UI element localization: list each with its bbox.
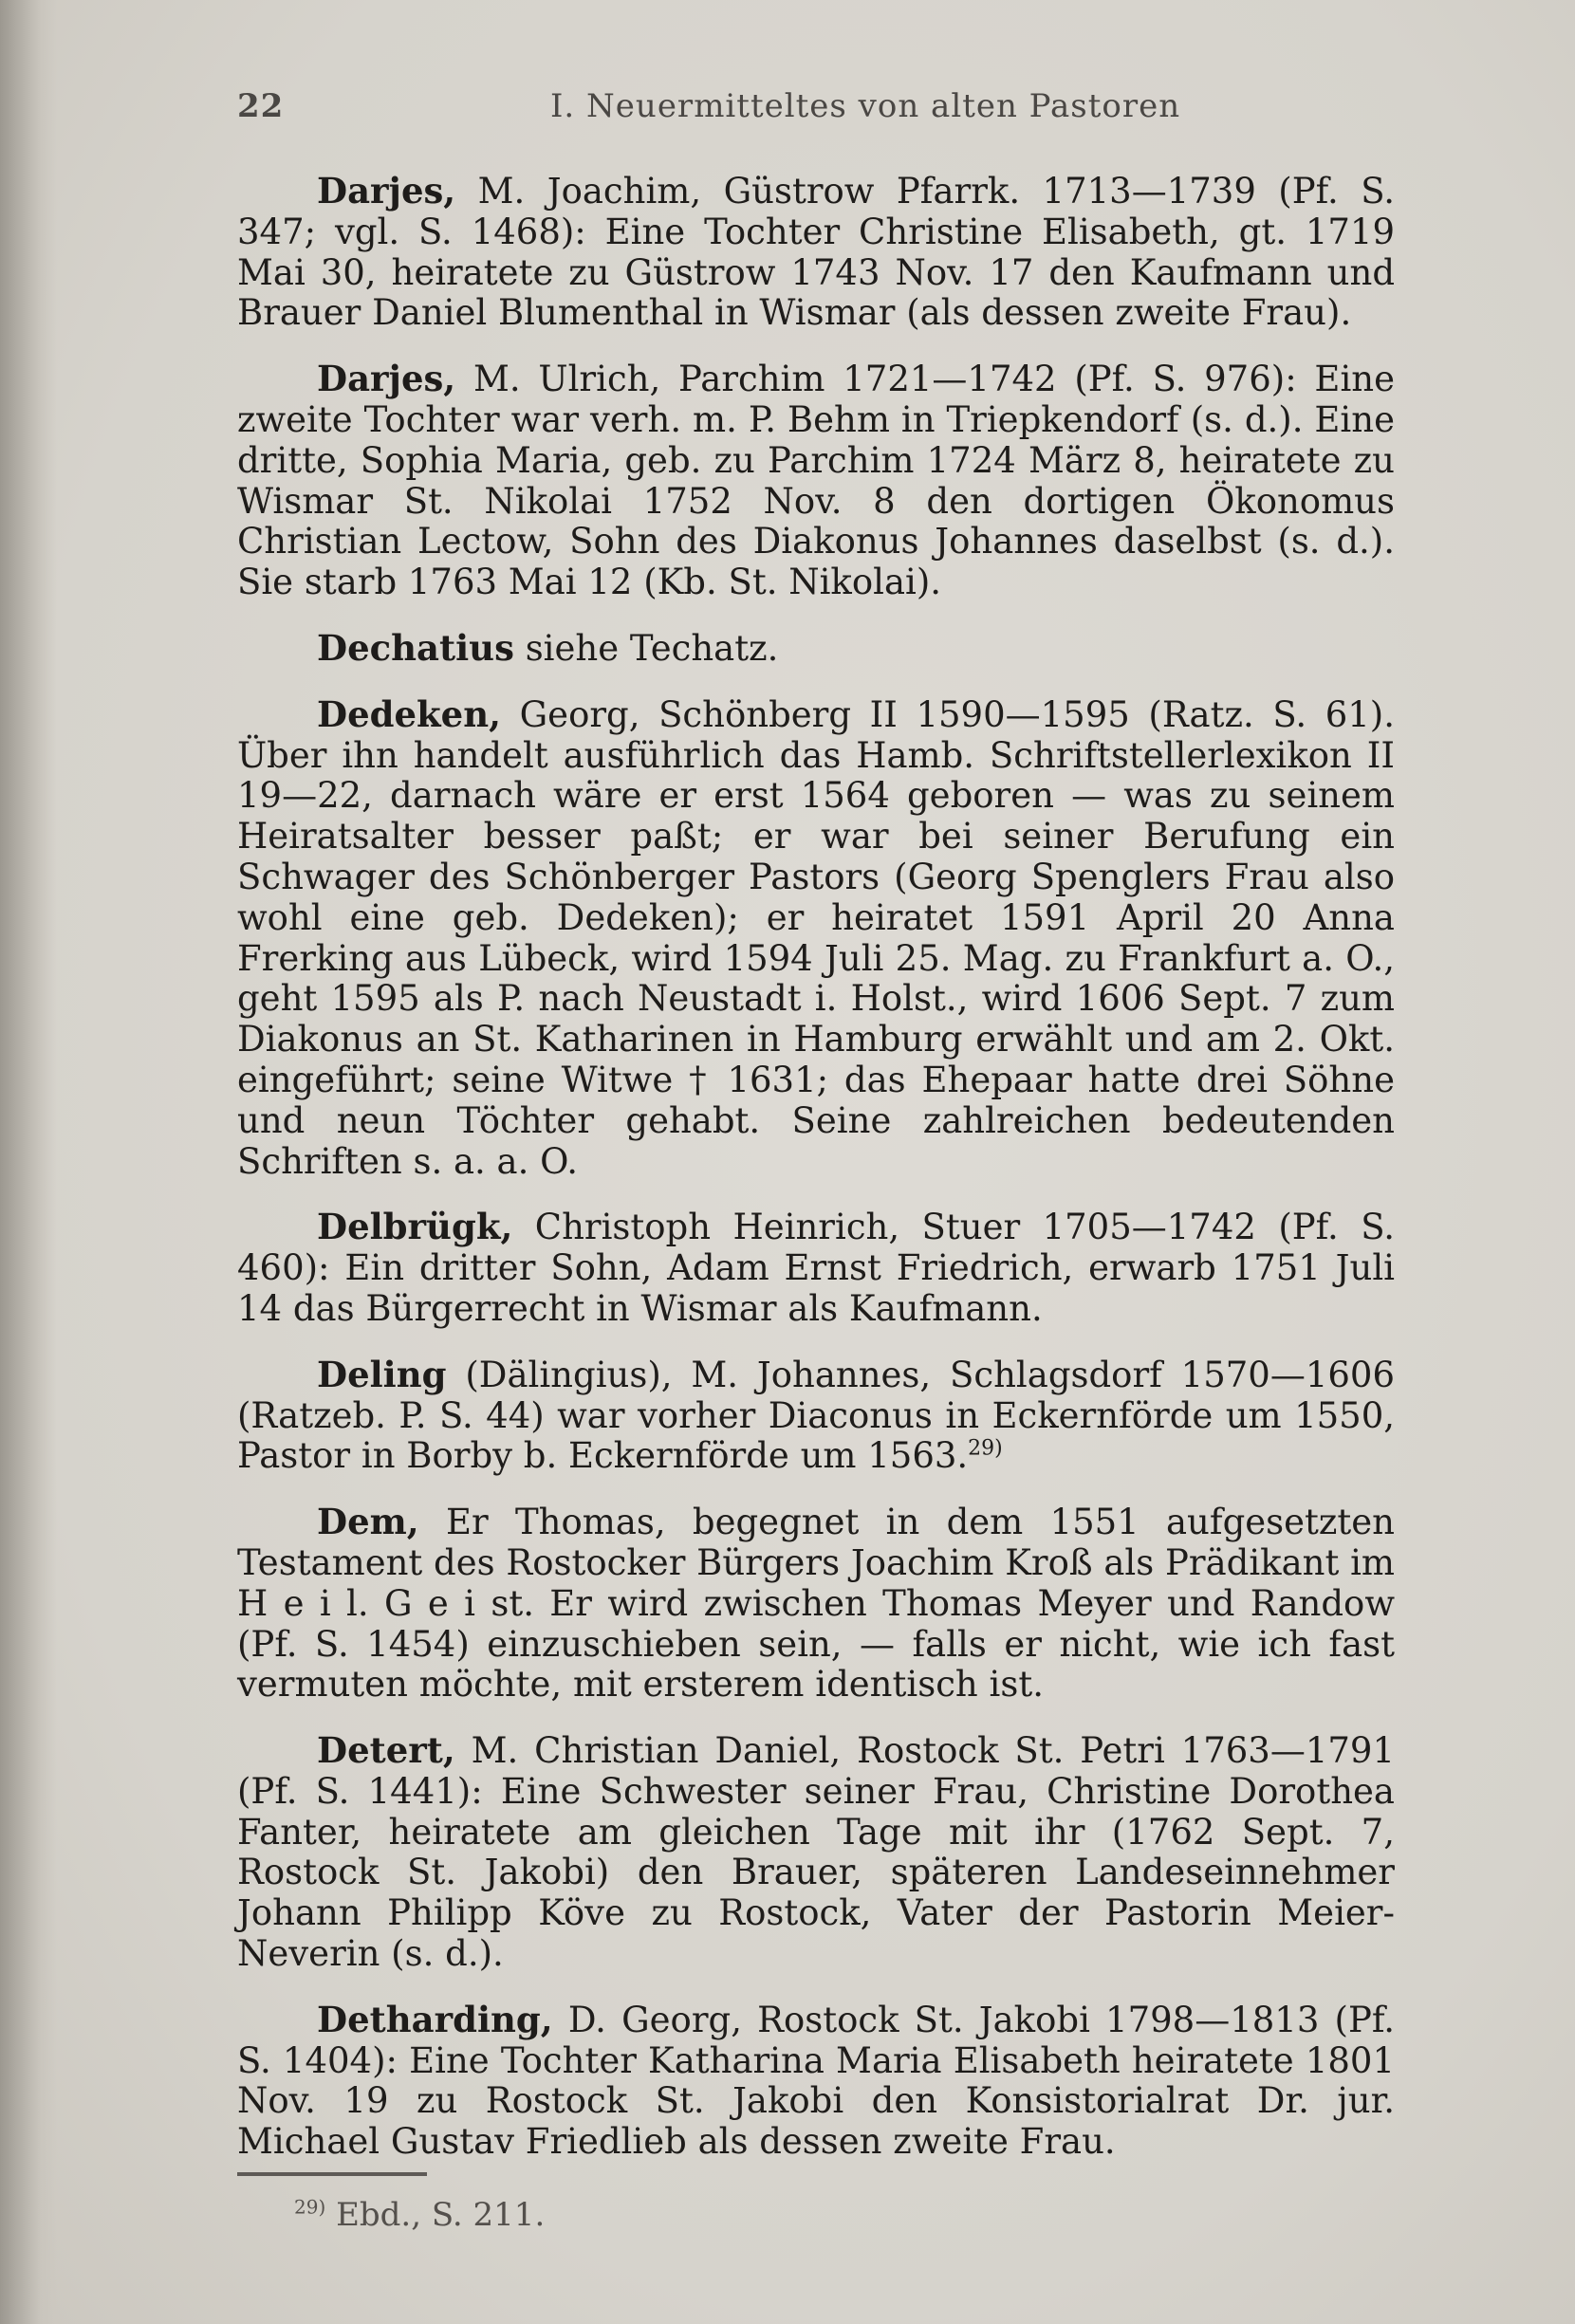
entry-name: Dem, — [317, 1501, 419, 1543]
entry-name: Dedeken, — [317, 692, 501, 735]
running-title: I. Neuermitteltes von alten Pastoren — [550, 87, 1181, 125]
footnote-text: Ebd., S. 211. — [336, 2196, 546, 2234]
footnote-mark: 29) — [294, 2195, 326, 2219]
book-spine-shadow — [0, 0, 57, 2324]
entry-delbruegk — [237, 1207, 1395, 1329]
entry-dechatius — [237, 628, 1395, 670]
footnote — [294, 2196, 545, 2234]
entry-dem — [237, 1502, 1395, 1706]
entry-detharding — [237, 2000, 1395, 2163]
entry-list — [237, 171, 1395, 2187]
entry-text: Georg, Schönberg II 1590—1595 (Ratz. S. 61). Über ihn handelt ausführlich das Hamb. Schriftstellerlexikon II 19—22, darnach wäre er erst 1564 geboren — was zu seinem Heiratsalter besser paßt; er war bei seiner Berufung ein Schwager des Schönberger Pastors (Georg Spenglers Frau also wohl eine geb. Dedeken); er heiratet 1591 April 20 Anna Frerking aus Lübeck, wird 1594 Juli 25. Mag. zu Frankfurt a. O., geht 1595 als P. nach Neustadt i. Holst., wird 1606 Sept. 7 zum Diakonus an St. Katharinen in Hamburg erwählt und am 2. Okt. eingeführt; seine Witwe † 1631; das Ehepaar hatte drei Söhne und neun Töchter gehabt. Seine zahlreichen bedeutenden Schriften s. a. a. O. — [237, 693, 1395, 1182]
page-number: 22 — [237, 87, 285, 125]
entry-name: Deling — [317, 1353, 447, 1395]
running-header — [237, 87, 1376, 135]
entry-text: (Dälingius), M. Johannes, Schlagsdorf 1570—1606 (Ratzeb. P. S. 44) war vorher Diaconus in Eckernförde um 1550, Pastor in Borby b. Eckernförde um 1563. — [237, 1354, 1395, 1477]
entry-text: M. Ulrich, Parchim 1721—1742 (Pf. S. 976): Eine zweite Tochter war verh. m. P. Behm in Triepkendorf (s. d.). Eine dritte, Sophia Maria, geb. zu Parchim 1724 März 8, heiratete zu Wismar St. Nikolai 1752 Nov. 8 den dortigen Ökonomus Christian Lectow, Sohn des Diakonus Johannes daselbst (s. d.). Sie starb 1763 Mai 12 (Kb. St. Nikolai). — [237, 359, 1395, 603]
entry-name: Darjes, — [317, 170, 456, 212]
entry-darjes-joachim — [237, 171, 1395, 334]
footnote-divider — [237, 2172, 427, 2176]
footnote-reference: 29) — [968, 1436, 1003, 1461]
entry-text: M. Christian Daniel, Rostock St. Petri 1763—1791 (Pf. S. 1441): Eine Schwester seiner Frau, Christine Dorothea Fanter, heiratete am gleichen Tage mit ihr (1762 Sept. 7, Rostock St. Jakobi) den Brauer, späteren Landeseinnehmer Johann Philipp Köve zu Rostock, Vater der Pastorin Meier-Neverin (s. d.). — [237, 1730, 1396, 1975]
entry-text: siehe Techatz. — [525, 627, 779, 669]
entry-deling — [237, 1355, 1395, 1477]
entry-text: M. Joachim, Güstrow Pfarrk. 1713—1739 (Pf. S. 347; vgl. S. 1468): Eine Tochter Christine Elisabeth, gt. 1719 Mai 30, heiratete zu Güstrow 1743 Nov. 17 den Kaufmann und Brauer Daniel Blumenthal in Wismar (als dessen zweite Frau). — [237, 171, 1396, 334]
entry-name: Detharding, — [317, 1998, 553, 2040]
entry-text: Er Thomas, begegnet in dem 1551 aufgesetzten Testament des Rostocker Bürgers Joachim Kroß als Prädikant im H e i l. G e i st. Er wird zwischen Thomas Meyer und Randow (Pf. S. 1454) einzuschieben sein, — falls er nicht, wie ich fast vermuten möchte, mit ersterem identisch ist. — [237, 1502, 1396, 1706]
entry-detert — [237, 1730, 1395, 1975]
entry-text: D. Georg, Rostock St. Jakobi 1798—1813 (Pf. S. 1404): Eine Tochter Katharina Maria Elisabeth heiratete 1801 Nov. 19 zu Rostock St. Jakobi den Konsistorialrat Dr. jur. Michael Gustav Friedlieb als dessen zweite Frau. — [237, 1999, 1395, 2163]
entry-name: Darjes, — [317, 358, 456, 400]
entry-name: Detert, — [317, 1729, 455, 1772]
entry-dedeken — [237, 694, 1395, 1183]
entry-darjes-ulrich — [237, 359, 1395, 603]
entry-name: Delbrügk, — [317, 1206, 513, 1248]
entry-text: Christoph Heinrich, Stuer 1705—1742 (Pf. S. 460): Ein dritter Sohn, Adam Ernst Friedrich, erwarb 1751 Juli 14 das Bürgerrecht in Wismar als Kaufmann. — [237, 1207, 1396, 1329]
entry-name: Dechatius — [317, 626, 514, 669]
